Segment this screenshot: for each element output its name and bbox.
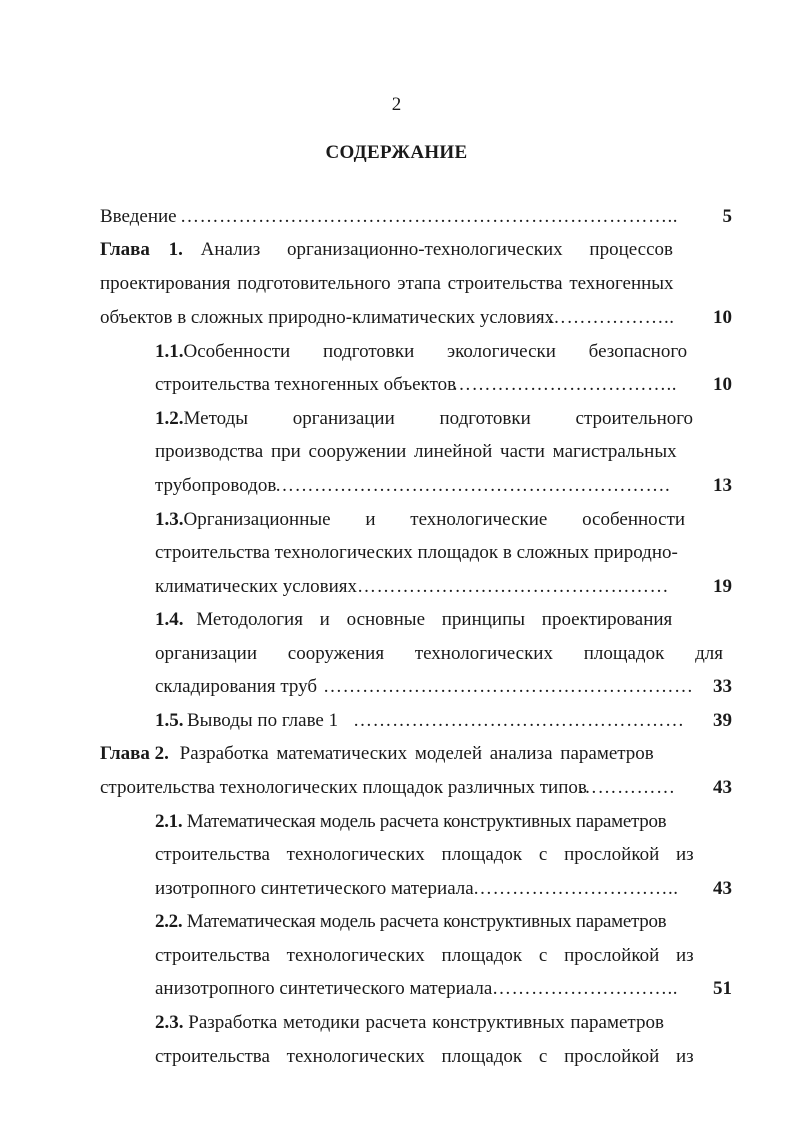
- toc-section-2-1-title-line1: Математическая модель расчета конструктивных параметров: [186, 811, 667, 832]
- toc-chapter-1-title-line1: Анализ организационно-технологических процессов: [200, 239, 673, 260]
- toc-section-2-1-title-line3: изотропного синтетического материала: [155, 878, 474, 899]
- toc-section-2-3-line2: строительства технологических площадок с прослойкой из: [155, 1046, 694, 1067]
- toc-section-1-3-dots: …………………………………………: [357, 576, 669, 597]
- toc-section-1-2-title-line1: Методы организации подготовки строительного: [183, 408, 694, 429]
- toc-section-1-3-num: 1.3.: [155, 509, 184, 530]
- toc-chapter-1-line2: проектирования подготовительного этапа строительства техногенных: [100, 273, 674, 294]
- toc-section-2-1-num: 2.1.: [155, 811, 183, 832]
- toc-chapter-1-prefix: Глава 1.: [100, 239, 183, 260]
- toc-chapter-1-page: 10: [713, 307, 732, 328]
- toc-chapter-2-title-line1: Разработка математических моделей анализа параметров: [179, 743, 654, 764]
- toc-section-2-1-page: 43: [713, 878, 732, 899]
- toc-section-1-2-page: 13: [713, 475, 732, 496]
- toc-section-2-3-num: 2.3.: [155, 1012, 184, 1033]
- toc-section-2-2-num: 2.2.: [155, 911, 183, 932]
- toc-chapter-2-dots: ……………: [578, 777, 676, 798]
- page-number: 2: [391, 94, 402, 115]
- page-title: СОДЕРЖАНИЕ: [325, 142, 468, 163]
- toc-section-2-1-line1: [155, 810, 673, 834]
- toc-section-1-4-dots: …………………………………………………: [323, 676, 694, 697]
- toc-section-1-5-label: Выводы по главе 1: [187, 710, 339, 731]
- toc-section-1-4-page: 33: [713, 676, 732, 697]
- toc-section-1-4-title-line3: складирования труб: [155, 676, 318, 697]
- toc-section-1-2-title-line3: трубопроводов: [155, 475, 277, 496]
- toc-intro-label: Введение: [100, 206, 177, 227]
- toc-section-2-2-line2: строительства технологических площадок с прослойкой из: [155, 945, 694, 966]
- toc-chapter-1-title-line3: объектов в сложных природно-климатических условиях: [100, 307, 555, 328]
- toc-section-1-2-dots: …………………………………………………….: [275, 475, 671, 496]
- toc-section-2-2-page: 51: [713, 978, 732, 999]
- toc-section-1-4-title-line1: Методология и основные принципы проектирования: [196, 609, 673, 630]
- toc-section-2-2-line1: [155, 910, 673, 934]
- toc-intro-dots: …………………………………………………………………..: [180, 206, 678, 227]
- toc-section-1-5-dots: ……………………………………………: [353, 710, 685, 731]
- toc-section-1-1-page: 10: [713, 374, 732, 395]
- toc-section-1-2-line2: производства при сооружении линейной части магистральных: [155, 441, 677, 462]
- toc-section-2-2-title-line1: Математическая модель расчета конструктивных параметров: [186, 911, 667, 932]
- toc-section-1-5-page: 39: [713, 710, 732, 731]
- toc-section-1-1-title-line2: строительства техногенных объектов: [155, 374, 457, 395]
- toc-intro-page: 5: [722, 206, 732, 227]
- toc-section-1-3-page: 19: [713, 576, 732, 597]
- toc-chapter-1-dots: ………………..: [547, 307, 675, 328]
- toc-section-1-1-dots: ……………………………..: [452, 374, 677, 395]
- toc-chapter-2-title-line2: строительства технологических площадок различных типов: [100, 777, 587, 798]
- toc-section-1-1-title-line1: Особенности подготовки экологически безопасного: [183, 341, 688, 362]
- toc-section-1-3-line2: строительства технологических площадок в сложных природно-: [155, 542, 678, 563]
- toc-section-1-5-num: 1.5.: [155, 710, 184, 731]
- toc-section-1-3-line1: [155, 508, 686, 532]
- toc-chapter-1-line1: [100, 238, 673, 262]
- toc-section-1-4-line2: организации сооружения технологических площадок для: [155, 643, 723, 664]
- toc-section-1-4-num: 1.4.: [155, 609, 184, 630]
- toc-section-2-2-dots: ………………………..: [492, 978, 678, 999]
- toc-section-2-1-line2: строительства технологических площадок с прослойкой из: [155, 844, 694, 865]
- toc-section-1-3-title-line1: Организационные и технологические особенности: [183, 509, 686, 530]
- toc-section-2-2-title-line3: анизотропного синтетического материала: [155, 978, 493, 999]
- toc-section-2-3-title-line1: Разработка методики расчета конструктивных параметров: [188, 1012, 664, 1033]
- toc-chapter-2-line1: [100, 742, 673, 766]
- toc-section-1-1-num: 1.1.: [155, 341, 184, 362]
- toc-chapter-2-prefix: Глава 2.: [100, 743, 169, 764]
- toc-section-1-1-line1: [155, 340, 688, 364]
- toc-section-1-3-title-line3: климатических условиях: [155, 576, 358, 597]
- toc-section-2-1-dots: …………………………..: [473, 878, 679, 899]
- toc-chapter-2-page: 43: [713, 777, 732, 798]
- toc-section-1-2-num: 1.2.: [155, 408, 184, 429]
- toc-section-1-4-line1: [155, 608, 673, 632]
- toc-section-2-3-line1: [155, 1011, 673, 1035]
- toc-section-1-2-line1: [155, 407, 694, 431]
